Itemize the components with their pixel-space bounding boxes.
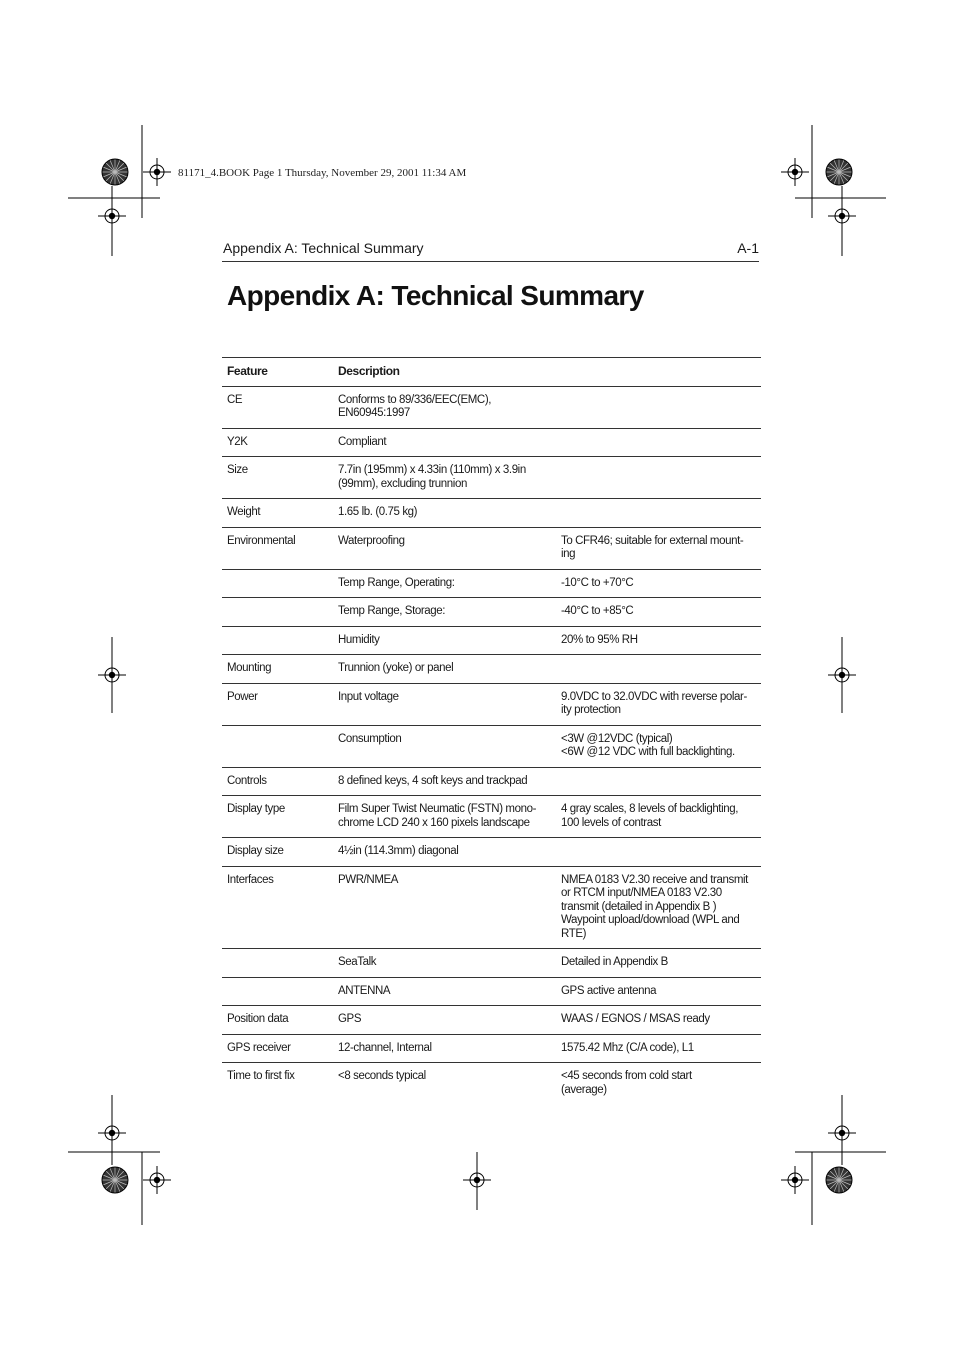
table-row <box>222 838 761 867</box>
description-cell: 12-channel, Internal <box>338 1041 432 1054</box>
table-row <box>222 626 761 655</box>
running-header <box>222 240 759 262</box>
description-cell: Input voltage <box>338 690 399 703</box>
table-row <box>222 866 761 949</box>
feature-cell: Time to first fix <box>227 1070 295 1082</box>
feature-cell: Display type <box>227 803 285 815</box>
detail-cell: 4 gray scales, 8 levels of backlighting, 100 levels of contrast <box>561 803 739 829</box>
description-cell: Conforms to 89/336/EEC(EMC), EN60945:1997 <box>338 393 492 419</box>
description-cell: 1.65 lb. (0.75 kg) <box>338 506 418 518</box>
detail-cell <box>556 457 761 499</box>
table-row <box>222 499 761 528</box>
table-row <box>222 725 761 767</box>
description-cell: 7.7in (195mm) x 4.33in (110mm) x 3.9in (99mm), excluding trunnion <box>338 464 526 490</box>
description-cell: SeaTalk <box>338 956 377 968</box>
table-row <box>222 796 761 838</box>
feature-cell <box>222 977 333 1006</box>
table-row <box>222 949 761 978</box>
detail-cell: <3W @12VDC (typical) <6W @12 VDC with full backlighting. <box>561 732 735 758</box>
feature-cell <box>222 569 333 598</box>
table-row <box>222 1034 761 1063</box>
feature-cell: Environmental <box>227 534 296 547</box>
feature-cell: Mounting <box>227 662 272 674</box>
detail-cell <box>556 499 761 528</box>
description-cell: Temp Range, Storage: <box>338 605 446 617</box>
table-row <box>222 767 761 796</box>
technical-summary-table <box>222 357 761 1104</box>
column-header-feature: Feature <box>227 364 268 378</box>
detail-cell: WAAS / EGNOS / MSAS ready <box>561 1013 710 1025</box>
detail-cell <box>556 655 761 684</box>
feature-cell: GPS receiver <box>227 1041 291 1054</box>
detail-cell <box>556 428 761 457</box>
detail-cell: -10°C to +70°C <box>561 576 634 589</box>
feature-cell: Display size <box>227 845 284 857</box>
table-row <box>222 457 761 499</box>
page-number: A-1 <box>737 240 759 256</box>
detail-cell: Detailed in Appendix B <box>561 956 668 968</box>
detail-cell <box>556 838 761 867</box>
feature-cell: Y2K <box>227 435 248 448</box>
detail-cell <box>556 386 761 428</box>
table-row <box>222 655 761 684</box>
description-cell: Waterproofing <box>338 534 405 547</box>
feature-cell: Position data <box>227 1013 289 1025</box>
column-header-description: Description <box>338 364 400 378</box>
detail-cell: 20% to 95% RH <box>561 633 638 646</box>
description-cell: Humidity <box>338 633 380 646</box>
feature-cell <box>222 725 333 767</box>
feature-cell <box>222 949 333 978</box>
feature-cell: Interfaces <box>227 873 274 886</box>
book-page-info: 81171_4.BOOK Page 1 Thursday, November 29, 2001 11:34 AM <box>178 167 467 179</box>
table-row <box>222 386 761 428</box>
description-cell: <8 seconds typical <box>338 1070 426 1082</box>
detail-cell: 1575.42 Mhz (C/A code), L1 <box>561 1041 694 1054</box>
description-cell: ANTENNA <box>338 984 391 997</box>
detail-cell: -40°C to +85°C <box>561 605 634 617</box>
table-header-row <box>222 358 761 387</box>
feature-cell <box>222 598 333 627</box>
feature-cell <box>222 626 333 655</box>
table-row <box>222 598 761 627</box>
description-cell: 8 defined keys, 4 soft keys and trackpad <box>338 774 528 787</box>
description-cell: PWR/NMEA <box>338 873 399 886</box>
detail-cell: NMEA 0183 V2.30 receive and transmit or RTCM input/NMEA 0183 V2.30 transmit (detailed in Appendix B ) Waypoint upload/download (WPL and RTE) <box>561 873 748 940</box>
detail-cell: GPS active antenna <box>561 984 657 997</box>
table-row <box>222 527 761 569</box>
detail-cell: <45 seconds from cold start (average) <box>561 1070 692 1096</box>
table-row <box>222 977 761 1006</box>
description-cell: Consumption <box>338 732 402 745</box>
page-title: Appendix A: Technical Summary <box>227 280 644 311</box>
feature-cell: CE <box>227 393 243 406</box>
detail-cell <box>556 767 761 796</box>
feature-cell: Size <box>227 464 248 476</box>
detail-cell: To CFR46; suitable for external mount- ing <box>561 534 744 560</box>
table-row <box>222 569 761 598</box>
table-row <box>222 683 761 725</box>
feature-cell: Controls <box>227 774 267 787</box>
description-cell: Trunnion (yoke) or panel <box>338 662 454 674</box>
table-row <box>222 1063 761 1105</box>
description-cell: Compliant <box>338 435 387 448</box>
description-cell: 4½in (114.3mm) diagonal <box>338 845 459 857</box>
description-cell: GPS <box>338 1013 362 1025</box>
feature-cell: Power <box>227 690 258 703</box>
running-header-title: Appendix A: Technical Summary <box>223 240 424 256</box>
table-row <box>222 1006 761 1035</box>
detail-cell: 9.0VDC to 32.0VDC with reverse polar- ity protection <box>561 690 747 716</box>
column-header-detail <box>556 358 761 387</box>
description-cell: Temp Range, Operating: <box>338 576 455 589</box>
feature-cell: Weight <box>227 506 261 518</box>
description-cell: Film Super Twist Neumatic (FSTN) mono- chrome LCD 240 x 160 pixels landscape <box>338 803 537 829</box>
table-row <box>222 428 761 457</box>
